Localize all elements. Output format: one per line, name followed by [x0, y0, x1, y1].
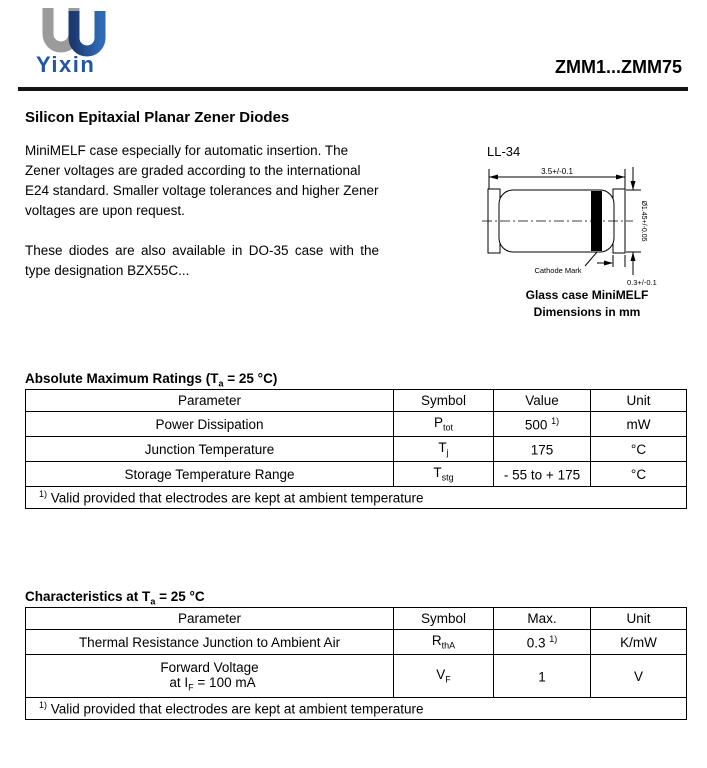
value-cell: 175 — [494, 437, 591, 462]
arrow-right-icon — [604, 261, 613, 266]
table-row — [26, 655, 687, 698]
characteristics-heading: Characteristics at $T_a = 25$ °C — [25, 589, 205, 607]
table-row — [26, 462, 687, 487]
value-cell: - 55 to + 175 — [494, 462, 591, 487]
value-cell: 1 — [494, 655, 591, 698]
cathode-mark-label: Cathode Mark — [534, 266, 582, 275]
table-row — [26, 630, 687, 655]
arrow-up-icon — [631, 252, 636, 261]
unit-cell: °C — [591, 462, 687, 487]
logo-wordmark: Yixin — [36, 52, 96, 77]
arrow-down-icon — [631, 181, 636, 190]
package-diagram — [480, 163, 695, 295]
col-header-parameter: Parameter — [26, 390, 394, 412]
table-footnote: $^{1)}$ Valid provided that electrodes are kept at ambient temperature — [26, 487, 687, 509]
characteristics-table — [25, 607, 687, 720]
page-title: Silicon Epitaxial Planar Zener Diodes — [25, 109, 290, 126]
unit-cell: V — [591, 655, 687, 698]
col-header-symbol: Symbol — [394, 608, 494, 630]
parameter-cell: Storage Temperature Range — [26, 462, 394, 487]
table-row — [26, 412, 687, 437]
table-header-row — [26, 608, 687, 630]
col-header-unit: Unit — [591, 390, 687, 412]
col-header-symbol: Symbol — [394, 390, 494, 412]
symbol-cell: $V_F$ — [394, 655, 494, 698]
symbol-cell: $T_{stg}$ — [394, 462, 494, 487]
col-header-max: Max. — [494, 608, 591, 630]
header-divider — [18, 87, 688, 91]
abs-max-heading: Absolute Maximum Ratings ($T_a = 25$ °C) — [25, 371, 278, 389]
parameter-cell: Power Dissipation — [26, 412, 394, 437]
table-footnote-row — [26, 487, 687, 509]
col-header-parameter: Parameter — [26, 608, 394, 630]
table-footnote: $^{1)}$ Valid provided that electrodes are kept at ambient temperature — [26, 698, 687, 720]
unit-cell: mW — [591, 412, 687, 437]
dim-length-label: 3.5+/-0.1 — [541, 167, 573, 176]
arrow-left-icon — [489, 175, 498, 180]
abs-max-table — [25, 389, 687, 509]
unit-cell: K/mW — [591, 630, 687, 655]
unit-cell: °C — [591, 437, 687, 462]
value-cell: 0.3 $^{1)}$ — [494, 630, 591, 655]
symbol-cell: $P_{tot}$ — [394, 412, 494, 437]
symbol-cell: $R_{thA}$ — [394, 630, 494, 655]
parameter-cell: Thermal Resistance Junction to Ambient Air — [26, 630, 394, 655]
parameter-cell: Forward Voltage at $I_F = 100$ mA — [26, 655, 394, 698]
value-cell: 500 $^{1)}$ — [494, 412, 591, 437]
table-row — [26, 437, 687, 462]
figure-caption-line2: Dimensions in mm — [533, 305, 641, 319]
intro-paragraph-1: MiniMELF case especially for automatic insertion. The Zener voltages are graded according to the international E24 standard. Smaller voltage tolerances and higher Zener voltages are upon request. — [25, 143, 379, 218]
arrow-right-icon — [616, 175, 625, 180]
col-header-unit: Unit — [591, 608, 687, 630]
intro-paragraph-2: These diodes are also available in DO-35 case with the type designation BZX55C... — [25, 243, 379, 278]
table-header-row — [26, 390, 687, 412]
dim-cap-label: 0.3+/-0.1 — [627, 278, 657, 287]
figure-caption-line1: Glass case MiniMELF — [525, 288, 649, 302]
col-header-value: Value — [494, 390, 591, 412]
table-footnote-row — [26, 698, 687, 720]
product-range-title: ZMM1...ZMM75 — [554, 57, 682, 77]
symbol-cell: $T_j$ — [394, 437, 494, 462]
parameter-cell: Junction Temperature — [26, 437, 394, 462]
case-name-label: LL-34 — [487, 144, 521, 159]
dim-diameter-label: Ø1.45+/-0.05 — [640, 200, 647, 242]
